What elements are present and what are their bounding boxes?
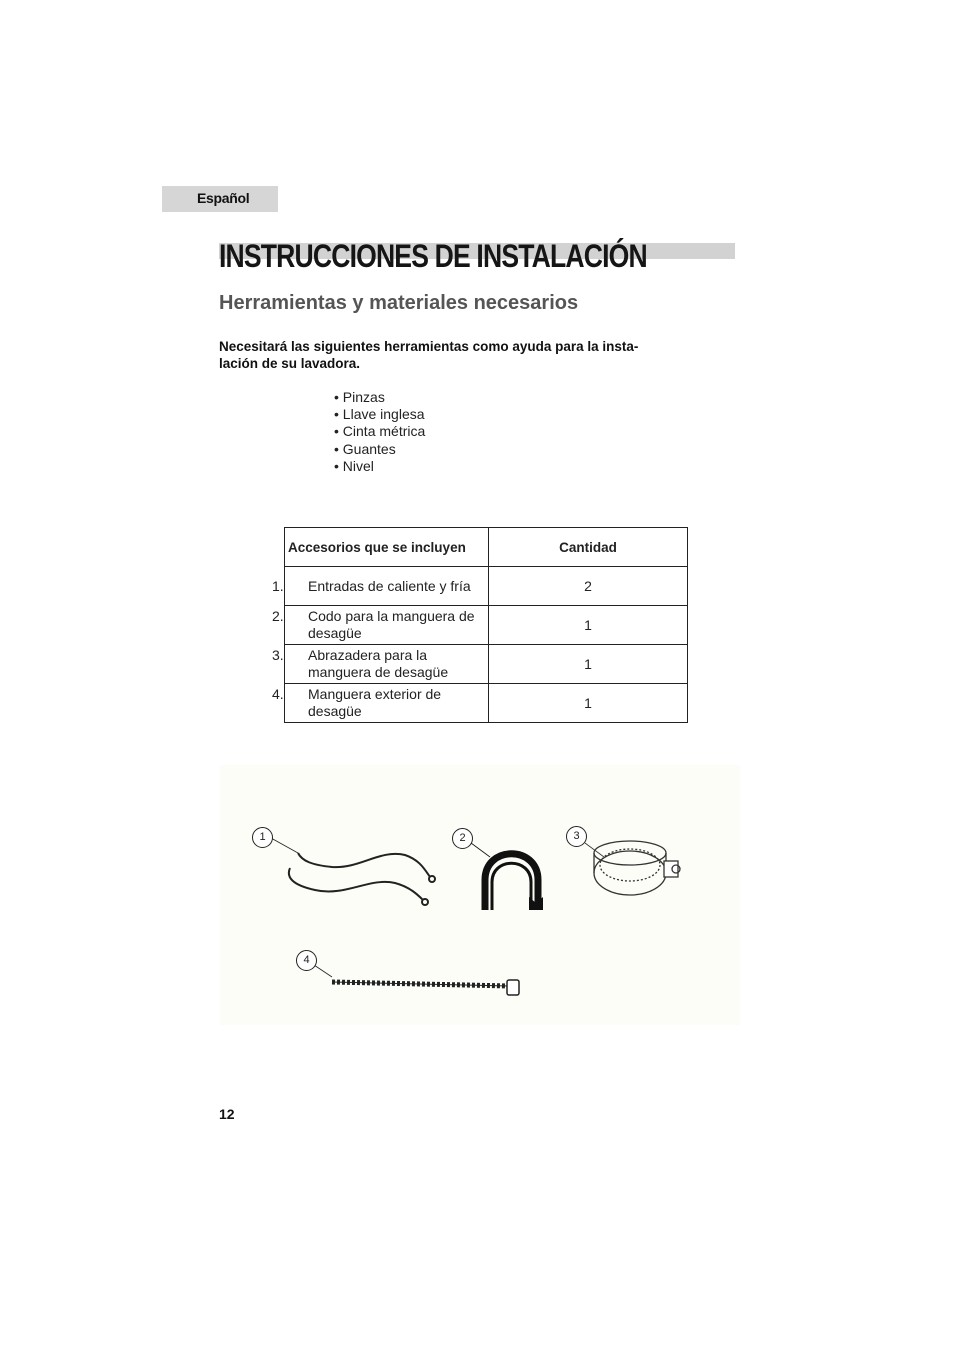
tool-item: • Nivel — [334, 458, 425, 475]
item-number: 2. — [272, 608, 284, 624]
item-name: Codo para la manguera de desagüe — [308, 608, 475, 641]
item-name: Entradas de caliente y fría — [308, 577, 471, 594]
table-row — [285, 606, 688, 645]
drain-elbow-drawing — [471, 843, 543, 910]
table-row — [285, 684, 688, 723]
quantity-cell: 2 — [489, 567, 688, 606]
accessory-cell — [272, 684, 489, 723]
inlet-hoses-drawing — [271, 838, 435, 905]
accessories-drawing — [220, 765, 740, 1025]
hose-clamp-drawing — [585, 841, 680, 895]
language-label: Español — [197, 190, 250, 206]
intro-paragraph — [219, 338, 719, 372]
callout-4: 4 — [296, 950, 317, 971]
drain-hose-drawing — [311, 963, 519, 995]
tool-item: • Pinzas — [334, 389, 425, 406]
quantity-cell: 1 — [489, 606, 688, 645]
quantity-cell: 1 — [489, 684, 688, 723]
item-name: Abrazadera para la manguera de desagüe — [308, 647, 449, 680]
accessory-cell — [272, 606, 489, 645]
language-tab — [162, 186, 278, 212]
accessories-table — [272, 527, 688, 723]
table-header-row — [285, 528, 688, 567]
page-title: INSTRUCCIONES DE INSTALACIÓN — [219, 238, 647, 274]
callout-2: 2 — [452, 828, 473, 849]
tool-item: • Guantes — [334, 441, 425, 458]
intro-line-1: Necesitará las siguientes herramientas como ayuda para la insta- — [219, 339, 639, 354]
page-number: 12 — [219, 1106, 235, 1122]
callout-3: 3 — [566, 826, 587, 847]
accessories-illustration — [220, 765, 740, 1025]
column-header-accessories: Accesorios que se incluyen — [285, 528, 489, 567]
tools-list — [334, 389, 425, 475]
accessory-cell — [272, 645, 489, 684]
item-number: 1. — [272, 577, 284, 594]
table-row — [285, 645, 688, 684]
tool-item: • Llave inglesa — [334, 406, 425, 423]
accessory-cell — [272, 567, 489, 606]
quantity-cell: 1 — [489, 645, 688, 684]
callout-1: 1 — [252, 827, 273, 848]
intro-line-2: lación de su lavadora. — [219, 356, 361, 371]
item-number: 3. — [272, 647, 284, 663]
table-row — [285, 567, 688, 606]
item-number: 4. — [272, 686, 284, 702]
column-header-quantity: Cantidad — [489, 528, 688, 567]
item-name: Manguera exterior de desagüe — [308, 686, 442, 719]
tool-item: • Cinta métrica — [334, 423, 425, 440]
section-subtitle: Herramientas y materiales necesarios — [219, 292, 579, 314]
